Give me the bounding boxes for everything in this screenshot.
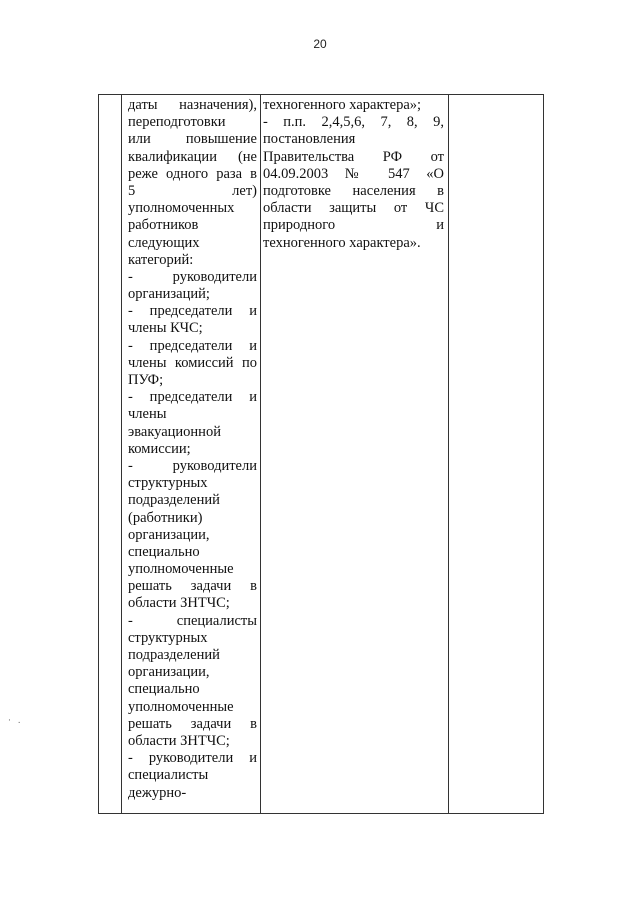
- text-line: природного и: [263, 217, 444, 234]
- text-line: области защиты от ЧС: [263, 200, 444, 217]
- column-divider: [448, 95, 449, 813]
- text-line: комиссии;: [128, 440, 191, 457]
- text-line: техногенного характера».: [263, 234, 421, 251]
- page-number: 20: [313, 37, 327, 51]
- text-line: переподготовки: [128, 114, 226, 131]
- text-line: специалисты: [128, 767, 209, 784]
- text-line: специально: [128, 543, 200, 560]
- text-line: - руководители: [128, 457, 257, 474]
- text-line: подразделений: [128, 647, 220, 663]
- text-line: специально: [128, 681, 200, 698]
- text-line: 5 лет): [128, 182, 257, 199]
- text-line: уполномоченных: [128, 200, 235, 217]
- text-line: члены: [128, 406, 167, 423]
- text-line: - п.п. 2,4,5,6, 7, 8, 9,: [263, 114, 444, 131]
- text-line: решать задачи в: [128, 578, 257, 595]
- training-requirements-cell: [128, 97, 257, 802]
- text-line: решать задачи в: [128, 715, 257, 732]
- text-line: работников: [128, 217, 199, 234]
- text-line: организации,: [128, 526, 210, 543]
- margin-mark: · .: [8, 716, 23, 726]
- text-line: уполномоченные: [128, 561, 234, 578]
- text-line: члены комиссий по: [128, 354, 257, 371]
- text-line: - специалисты: [128, 612, 257, 629]
- text-line: подразделений: [128, 492, 220, 509]
- text-line: - председатели и: [128, 303, 257, 320]
- text-line: организации,: [128, 664, 210, 681]
- text-line: области ЗНТЧС;: [128, 595, 230, 612]
- text-line: эвакуационной: [128, 423, 221, 440]
- text-line: даты назначения),: [128, 97, 257, 113]
- text-line: (работники): [128, 509, 203, 526]
- text-line: категорий:: [128, 251, 194, 268]
- text-line: подготовке населения в: [263, 182, 444, 199]
- text-line: члены КЧС;: [128, 320, 203, 337]
- text-line: Правительства РФ от: [263, 148, 444, 165]
- regulation-table: [98, 94, 544, 814]
- text-line: техногенного характера»;: [263, 97, 422, 113]
- text-line: структурных: [128, 629, 208, 646]
- text-line: организаций;: [128, 286, 210, 303]
- text-line: - руководители: [128, 268, 257, 285]
- text-line: - руководители и: [128, 750, 257, 767]
- text-line: структурных: [128, 475, 208, 492]
- column-divider: [260, 95, 261, 813]
- text-line: - председатели и: [128, 389, 257, 406]
- text-line: области ЗНТЧС;: [128, 732, 230, 749]
- text-line: дежурно-: [128, 784, 187, 801]
- text-line: постановления: [263, 131, 356, 148]
- text-line: реже одного раза в: [128, 165, 257, 182]
- text-line: следующих: [128, 234, 200, 251]
- text-line: квалификации (не: [128, 148, 257, 165]
- legal-basis-cell: [263, 97, 444, 252]
- text-line: 04.09.2003 № 547 «О: [263, 165, 444, 182]
- text-line: уполномоченные: [128, 698, 234, 715]
- text-line: ПУФ;: [128, 372, 164, 388]
- column-divider: [121, 95, 122, 813]
- text-line: - председатели и: [128, 337, 257, 354]
- text-line: или повышение: [128, 131, 257, 148]
